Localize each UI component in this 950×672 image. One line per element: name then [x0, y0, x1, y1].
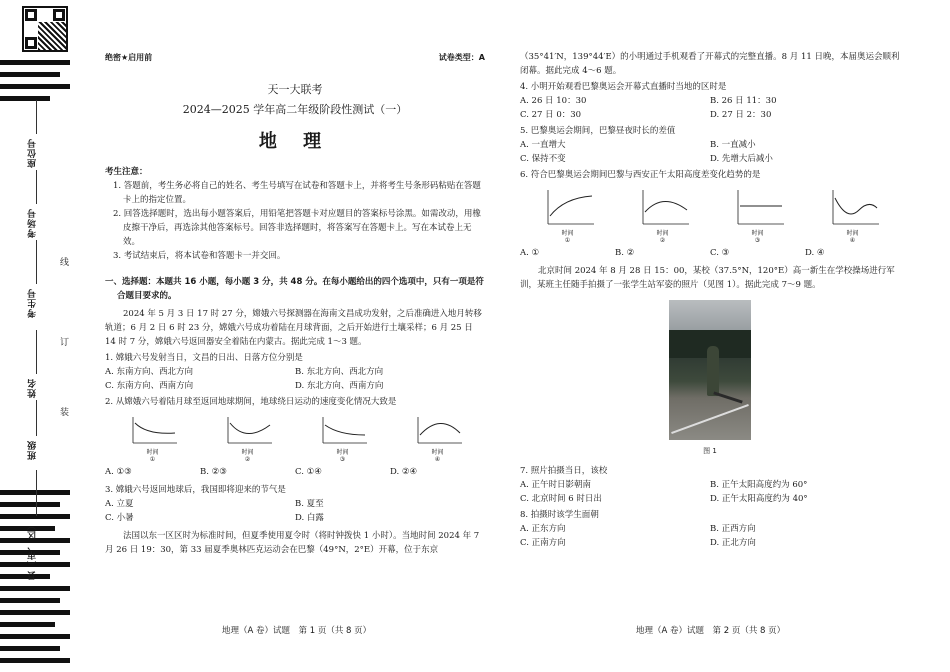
sun-height-graph-2: 时间 ②: [633, 188, 693, 244]
page-2: [520, 50, 900, 550]
exam-org-title: 天一大联考: [267, 83, 323, 96]
question-7-stem: 7. 照片拍摄当日，该校: [520, 466, 608, 476]
exam-title: 2024—2025 学年高二年级阶段性测试（一）: [182, 103, 408, 116]
option-c[interactable]: C. 正南方向: [520, 538, 566, 548]
option-d[interactable]: D. ②④: [390, 467, 418, 477]
option-a[interactable]: A. ①③: [105, 467, 132, 477]
notice-item: 2. 回答选择题时，选出每小题答案后，用铅笔把答题卡对应题目的答案标号涂黑。如需改动，用橡皮擦干净后，再选涂其他答案标号。回答非选择题时，将答案写在答题卡上。写在本试卷上无效。: [113, 209, 481, 247]
question-2-options: [105, 465, 485, 479]
confidential-label: 绝密★启用前: [105, 53, 153, 62]
speed-graph-4: 时间 ④: [408, 415, 468, 463]
sun-height-graph-4: 时间 ④: [823, 188, 883, 244]
option-b[interactable]: B. 东北方向、西北方向: [295, 367, 384, 377]
question-3-stem: 3. 嫦娥六号返回地球后，我国即将迎来的节气是: [105, 485, 286, 495]
option-a[interactable]: A. 立夏: [105, 499, 134, 509]
option-b[interactable]: B. 夏至: [295, 499, 324, 509]
class-label: 班级: [28, 440, 38, 460]
option-c[interactable]: C. 小暑: [105, 513, 134, 523]
name-label: 姓名: [28, 378, 38, 398]
cut-mark-bind: 订: [60, 338, 70, 348]
notice-item: 1. 答题前，考生务必将自己的姓名、考生号填写在试卷和答题卡上，并将考生号条形码粘贴在答题卡上的指定位置。: [113, 181, 481, 205]
option-b[interactable]: B. 一直减小: [710, 140, 756, 150]
question-4-stem: 4. 小明开始观看巴黎奥运会开幕式直播时当地的区时是: [520, 82, 727, 92]
student-standing-photo: [669, 300, 751, 440]
option-a[interactable]: A. 一直增大: [520, 140, 566, 150]
county-label: 县（市、区）: [28, 520, 38, 580]
exam-room-label: 考场号: [28, 208, 38, 238]
option-c[interactable]: C. 保持不变: [520, 154, 566, 164]
option-d[interactable]: D. 先增大后减小: [710, 154, 773, 164]
page-1-footer: 地理（A 卷）试题 第 1 页（共 8 页）: [222, 626, 372, 636]
option-d[interactable]: D. 27 日 2：30: [710, 110, 772, 120]
question-8-stem: 8. 拍摄时该学生面朝: [520, 510, 599, 520]
cut-mark-line: 线: [60, 258, 70, 268]
option-a[interactable]: A. ①: [520, 248, 540, 258]
sun-height-graph-1: 时间 ①: [538, 188, 598, 244]
option-b[interactable]: B. 正西方向: [710, 524, 756, 534]
question-2-stem: 2. 从嫦娥六号着陆月球至返回地球期间，地球绕日运动的速度变化情况大致是: [105, 397, 397, 407]
option-d[interactable]: D. 正北方向: [710, 538, 756, 548]
qr-code-icon: [22, 6, 68, 52]
speed-graph-1: 时间 ①: [123, 415, 183, 463]
passage-1: 2024 年 5 月 3 日 17 时 27 分，嫦娥六号探测器在海南文昌成功发射，之后准确进入地月转移轨道；6 月 2 日 6 时 23 分，嫦娥六号成功着陆在月球背面，之后开始进行土壤采样；6 月 25 日 14 时 7 分，嫦娥六号返回器安全着陆在内蒙古。据此完成 1～3 题。: [105, 309, 482, 347]
subject-title: 地 理: [258, 131, 332, 152]
figure-caption: 图 1: [703, 447, 717, 455]
binding-strip: [0, 0, 84, 672]
passage-2: 法国以东一区区时为标准时间，但夏季使用夏令时（将时钟拨快 1 小时）。当地时间 2024 年 7 月 26 日 19：30，第 33 届夏季奥林匹克运动会在巴黎（49°N，2°E）开幕，位于东京: [105, 531, 480, 555]
option-b[interactable]: B. 正午太阳高度约为 60°: [710, 480, 808, 490]
option-b[interactable]: B. ②: [615, 248, 635, 258]
page-1: [105, 44, 485, 557]
option-a[interactable]: A. 东南方向、西北方向: [105, 367, 194, 377]
notice-item: 3. 考试结束后，将本试卷和答题卡一并交回。: [113, 251, 286, 261]
question-6-graphs: [520, 188, 900, 244]
question-2-graphs: [105, 415, 485, 463]
question-6-stem: 6. 符合巴黎奥运会期间巴黎与西安正午太阳高度差变化趋势的是: [520, 170, 761, 180]
option-a[interactable]: A. 正午时日影朝南: [520, 480, 592, 490]
question-5-stem: 5. 巴黎奥运会期间，巴黎昼夜时长的差值: [520, 126, 676, 136]
section-heading: 一、选择题：本题共 16 小题，每小题 3 分，共 48 分。在每小题给出的四个选项中，只有一项是符合题目要求的。: [105, 277, 484, 301]
sun-height-graph-3: 时间 ③: [751, 230, 764, 244]
option-c[interactable]: C. ①④: [295, 467, 322, 477]
passage-2-continued: （35°41′N，139°44′E）的小明通过手机观看了开幕式的完整直播。8 月 11 日晚，本届奥运会顺利闭幕。据此完成 4～6 题。: [520, 52, 900, 76]
option-d[interactable]: D. 白露: [295, 513, 324, 523]
cut-mark-install: 装: [60, 408, 70, 418]
candidate-number-label: 考生号: [28, 288, 38, 318]
option-b[interactable]: B. 26 日 11：30: [710, 96, 777, 106]
option-c[interactable]: C. 东南方向、西南方向: [105, 381, 194, 391]
question-1-stem: 1. 嫦娥六号发射当日，文昌的日出、日落方位分别是: [105, 353, 303, 363]
option-d[interactable]: D. 正午太阳高度约为 40°: [710, 494, 808, 504]
notice-title: 考生注意：: [105, 167, 148, 177]
page-header: [105, 52, 485, 63]
option-a[interactable]: A. 正东方向: [520, 524, 566, 534]
passage-3: 北京时间 2024 年 8 月 28 日 15：00，某校（37.5°N，120°E）高一新生在学校操场进行军训，某班主任随手拍摄了一张学生站军姿的照片（见图 1）。据此完成 7～9 题。: [520, 266, 895, 290]
option-d[interactable]: D. ④: [805, 248, 825, 258]
option-d[interactable]: D. 东北方向、西南方向: [295, 381, 384, 391]
speed-graph-3: 时间 ③: [313, 415, 373, 463]
speed-graph-2: 时间 ②: [218, 415, 278, 463]
option-a[interactable]: A. 26 日 10：30: [520, 96, 587, 106]
option-c[interactable]: C. 27 日 0：30: [520, 110, 582, 120]
question-1-options: [105, 365, 485, 379]
seat-number-label: 座位号: [28, 138, 38, 168]
option-b[interactable]: B. ②③: [200, 467, 227, 477]
option-c[interactable]: C. ③: [710, 248, 730, 258]
paper-type-label: 试卷类型：A: [438, 53, 485, 62]
page-2-footer: 地理（A 卷）试题 第 2 页（共 8 页）: [636, 626, 786, 636]
option-c[interactable]: C. 北京时间 6 时日出: [520, 494, 602, 504]
